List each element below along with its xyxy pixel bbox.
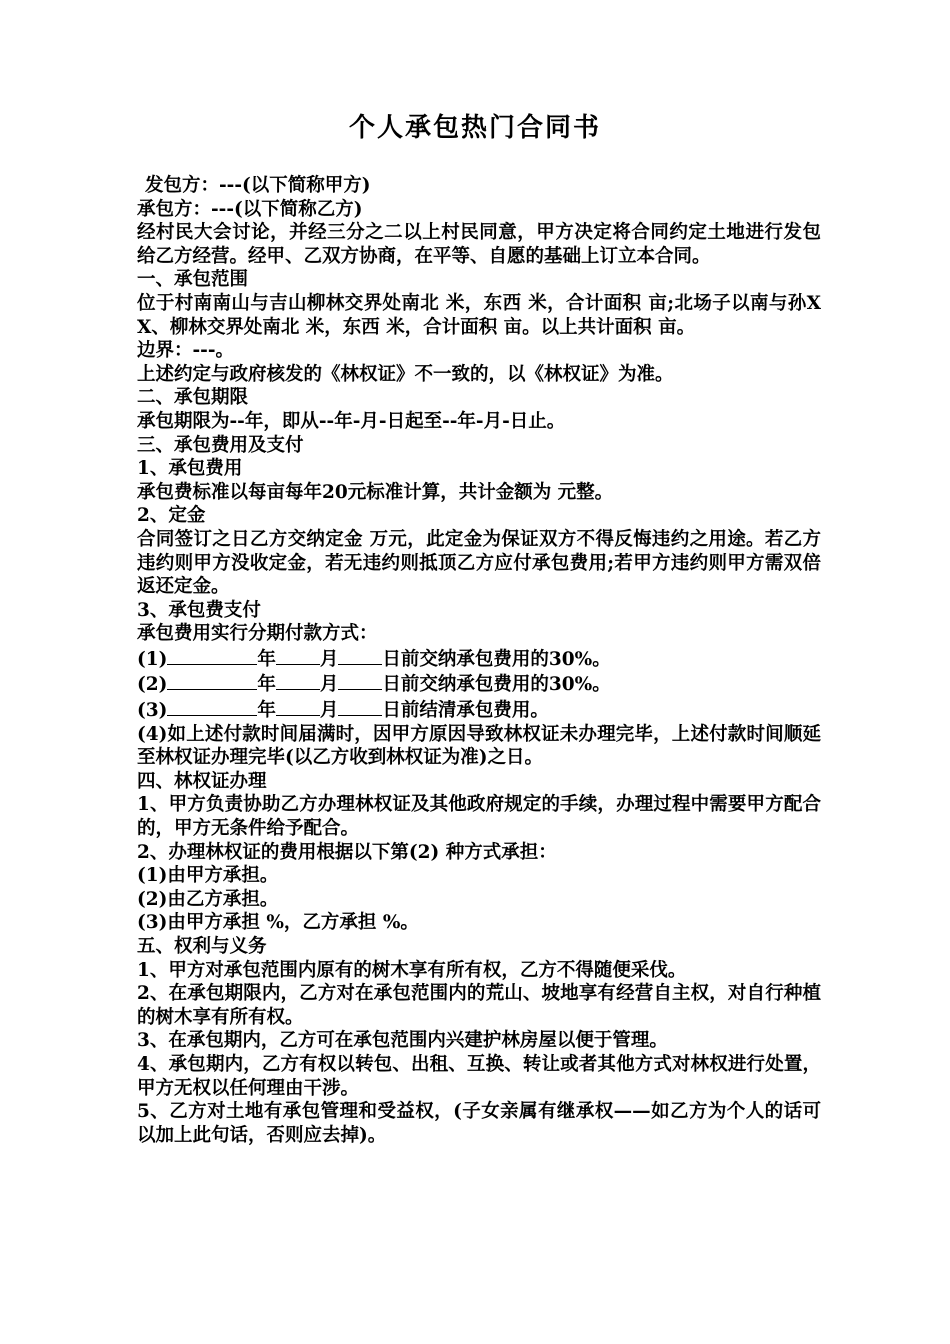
installment-line-3 xyxy=(137,697,821,723)
certificate-clause-2: 2、办理林权证的费用根据以下第(2) 种方式承担： xyxy=(137,841,557,863)
year-blank xyxy=(167,646,257,665)
day-blank xyxy=(338,646,382,665)
payment-method-line: 承包费用实行分期付款方式： xyxy=(137,623,378,645)
scope-paragraph: 位于村南南山与吉山柳林交界处南北 米，东西 米，合计面积 亩;北场子以南与孙XX、柳林交界处南北 米，东西 米，合计面积 亩。以上共计面积 亩。 xyxy=(137,292,821,338)
day-blank xyxy=(338,697,382,716)
installment-suffix: 日前交纳承包费用的30%。 xyxy=(382,648,611,670)
preamble-paragraph: 经村民大会讨论，并经三分之二以上村民同意，甲方决定将合同约定土地进行发包给乙方经营。经甲、乙双方协商，在平等、自愿的基础上订立本合同。 xyxy=(137,222,821,267)
installment-suffix: 日前结清承包费用。 xyxy=(382,700,549,722)
fee-standard-paragraph: 承包费标准以每亩每年20元标准计算，共计金额为 元整。 xyxy=(137,481,614,503)
year-label: 年 xyxy=(257,700,276,722)
subheading-payment: 3、承包费支付 xyxy=(137,599,261,621)
party-a-line: 发包方：---(以下简称甲方) xyxy=(145,175,371,196)
section-heading-fees: 三、承包费用及支付 xyxy=(137,434,304,456)
installment-line-2 xyxy=(137,671,821,697)
month-label: 月 xyxy=(319,648,339,670)
year-label: 年 xyxy=(257,674,276,696)
subheading-fee: 1、承包费用 xyxy=(137,458,243,480)
section-heading-certificate: 四、林权证办理 xyxy=(137,770,267,792)
installment-prefix: (1) xyxy=(137,648,168,670)
installment-line-1 xyxy=(137,646,821,672)
day-blank xyxy=(338,671,382,690)
boundary-line: 边界：---。 xyxy=(137,340,235,362)
month-blank xyxy=(276,646,320,665)
forest-certificate-note: 上述约定与政府核发的《林权证》不一致的，以《林权证》为准。 xyxy=(137,363,674,385)
month-label: 月 xyxy=(319,674,339,696)
month-label: 月 xyxy=(319,700,339,722)
year-label: 年 xyxy=(257,648,276,670)
document-title: 个人承包热门合同书 xyxy=(348,113,601,143)
rights-clause-5: 5、乙方对土地有承包管理和受益权，(子女亲属有继承权——如乙方为个人的话可以加上此句话，否则应去掉)。 xyxy=(137,1101,821,1146)
section-heading-rights: 五、权利与义务 xyxy=(137,936,267,957)
rights-clause-2: 2、在承包期限内，乙方对在承包范围内的荒山、坡地享有经营自主权，对自行种植的树木享有所有权。 xyxy=(137,983,821,1028)
term-paragraph: 承包期限为--年，即从--年-月-日起至--年-月-日止。 xyxy=(137,410,566,432)
payment-extension-paragraph: (4)如上述付款时间届满时，因甲方原因导致林权证未办理完毕，上述付款时间顺延至林权证办理完毕(以乙方收到林权证为准)之日。 xyxy=(137,723,821,769)
cost-option-3: (3)由甲方承担 %，乙方承担 %。 xyxy=(137,912,419,934)
rights-clause-1: 1、甲方对承包范围内原有的树木享有所有权，乙方不得随便采伐。 xyxy=(137,959,687,981)
year-blank xyxy=(167,671,257,690)
month-blank xyxy=(276,697,320,716)
section-heading-scope: 一、承包范围 xyxy=(137,269,249,291)
year-blank xyxy=(167,697,257,716)
installment-suffix: 日前交纳承包费用的30%。 xyxy=(382,674,611,696)
rights-clause-3: 3、在承包期内，乙方可在承包范围内兴建护林房屋以便于管理。 xyxy=(137,1030,668,1052)
rights-clause-4: 4、承包期内，乙方有权以转包、出租、互换、转让或者其他方式对林权进行处置，甲方无权以任何理由干涉。 xyxy=(137,1053,821,1099)
deposit-paragraph: 合同签订之日乙方交纳定金 万元，此定金为保证双方不得反悔违约之用途。若乙方违约则甲方没收定金，若无违约则抵顶乙方应付承包费用;若甲方违约则甲方需双倍返还定金。 xyxy=(137,528,821,598)
cost-option-1: (1)由甲方承担。 xyxy=(137,865,279,887)
cost-option-2: (2)由乙方承担。 xyxy=(137,888,279,910)
certificate-clause-1: 1、甲方负责协助乙方办理林权证及其他政府规定的手续，办理过程中需要甲方配合的，甲方无条件给予配合。 xyxy=(137,794,821,840)
document-body xyxy=(137,174,821,1147)
section-heading-term: 二、承包期限 xyxy=(137,387,249,409)
installment-prefix: (2) xyxy=(137,674,168,696)
party-b-line: 承包方：---(以下简称乙方) xyxy=(137,198,363,220)
installment-prefix: (3) xyxy=(137,700,168,722)
month-blank xyxy=(276,671,320,690)
subheading-deposit: 2、定金 xyxy=(137,505,206,527)
